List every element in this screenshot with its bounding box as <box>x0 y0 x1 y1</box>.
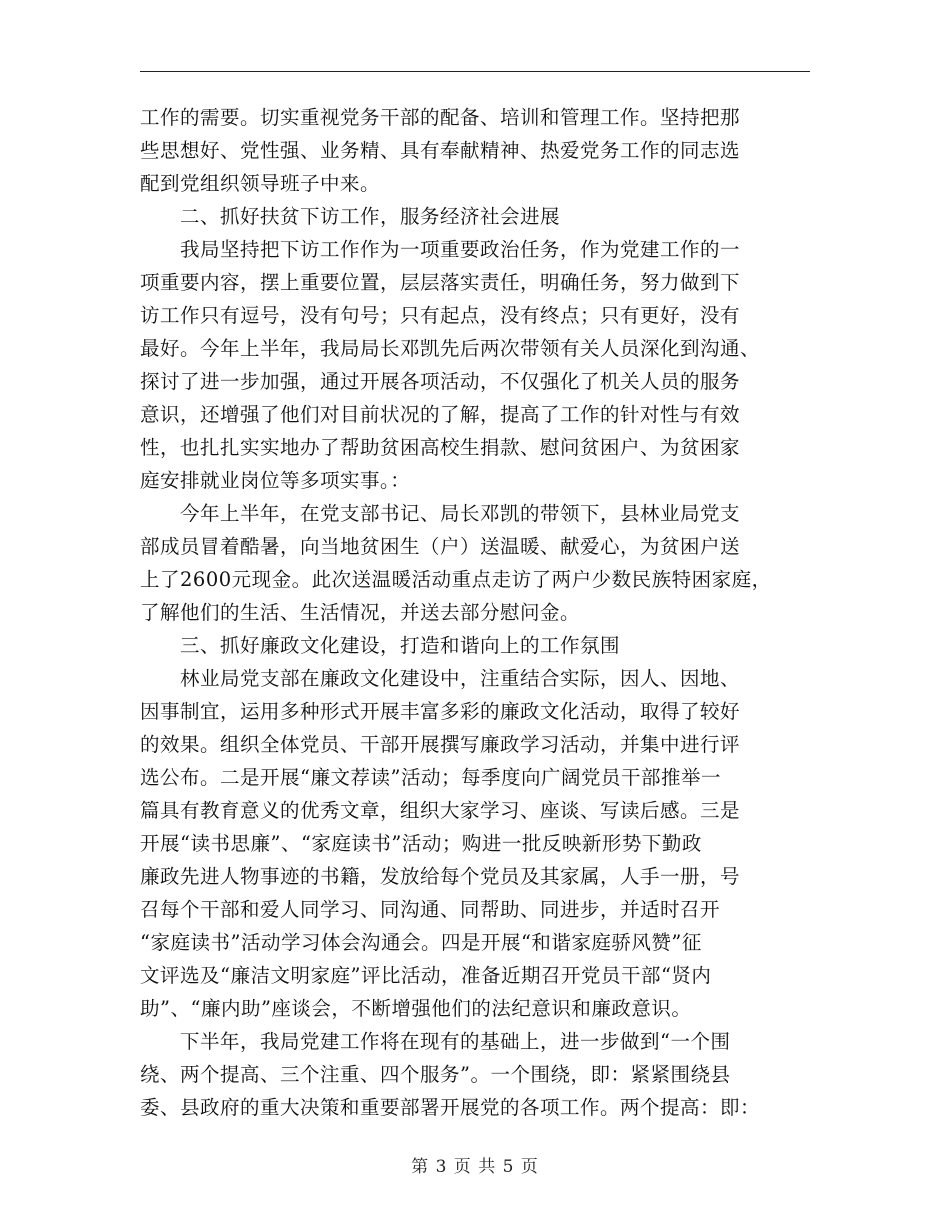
text-line: 今年上半年，在党支部书记、局长邓凯的带领下，县林业局党支 <box>180 502 741 525</box>
text-line: 开展“读书思廉”、“家庭读书”活动；购进一批反映新形势下勤政 <box>140 832 702 855</box>
page-footer: 第 3 页 共 5 页 <box>411 1157 539 1177</box>
text-line: 工作的需要。切实重视党务干部的配备、培训和管理工作。坚持把那 <box>140 106 741 129</box>
text-line: 庭安排就业岗位等多项实事。： <box>140 469 411 492</box>
text-line: 篇具有教育意义的优秀文章，组织大家学习、座谈、写读后感。三是 <box>140 799 741 822</box>
text-line: 廉政先进人物事迹的书籍，发放给每个党员及其家属，人手一册，号 <box>140 865 741 888</box>
text-line: 下半年，我局党建工作将在现有的基础上，进一步做到“一个围 <box>180 1030 731 1053</box>
text-line: 我局坚持把下访工作作为一项重要政治任务，作为党建工作的一 <box>180 238 741 261</box>
text-line: 因事制宜，运用多种形式开展丰富多彩的廉政文化活动，取得了较好 <box>140 700 741 723</box>
text-line: 性，也扎扎实实地办了帮助贫困高校生捐款、慰问贫困户、为贫困家 <box>140 436 741 459</box>
text-line: 部成员冒着酷暑，向当地贫困生（户）送温暖、献爱心，为贫困户送 <box>140 535 741 558</box>
text-line: 探讨了进一步加强，通过开展各项活动，不仅强化了机关人员的服务 <box>140 370 741 393</box>
text-line: 召每个干部和爱人同学习、同沟通、同帮助、同进步，并适时召开 <box>140 898 721 921</box>
text-line: 选公布。二是开展“廉文荐读”活动；每季度向广阔党员干部推举一 <box>140 766 721 789</box>
text-line: 委、县政府的重大决策和重要部署开展党的各项工作。两个提高：即： <box>140 1096 761 1119</box>
text-line: 上了2600元现金。此次送温暖活动重点走访了两户少数民族特困家庭， <box>140 568 772 591</box>
text-line: 二、抓好扶贫下访工作，服务经济社会进展 <box>180 205 561 228</box>
text-line: 意识，还增强了他们对目前状况的了解，提高了工作的针对性与有效 <box>140 403 741 426</box>
text-line: 项重要内容，摆上重要位置，层层落实责任，明确任务，努力做到下 <box>140 271 741 294</box>
text-line: 绕、两个提高、三个注重、四个服务”。一个围绕，即：紧紧围绕县 <box>140 1063 731 1086</box>
text-line: 助”、“廉内助”座谈会，不断增强他们的法纪意识和廉政意识。 <box>140 997 692 1020</box>
document-body <box>140 101 810 1124</box>
header-rule <box>140 71 810 72</box>
text-line: 文评选及“廉洁文明家庭”评比活动，准备近期召开党员干部“贤内 <box>140 964 712 987</box>
text-line: 配到党组织领导班子中来。 <box>140 172 381 195</box>
text-line: 些思想好、党性强、业务精、具有奉献精神、热爱党务工作的同志选 <box>140 139 741 162</box>
text-line: 访工作只有逗号，没有句号；只有起点，没有终点；只有更好，没有 <box>140 304 741 327</box>
text-line: 的效果。组织全体党员、干部开展撰写廉政学习活动，并集中进行评 <box>140 733 741 756</box>
text-line: 最好。今年上半年，我局局长邓凯先后两次带领有关人员深化到沟通、 <box>140 337 761 360</box>
text-line: 林业局党支部在廉政文化建设中，注重结合实际，因人、因地、 <box>180 667 741 690</box>
text-line: 了解他们的生活、生活情况，并送去部分慰问金。 <box>140 601 581 624</box>
text-line: “家庭读书”活动学习体会沟通会。四是开展“和谐家庭骄风赞”征 <box>140 931 702 954</box>
text-line: 三、抓好廉政文化建设，打造和谐向上的工作氛围 <box>180 634 621 657</box>
